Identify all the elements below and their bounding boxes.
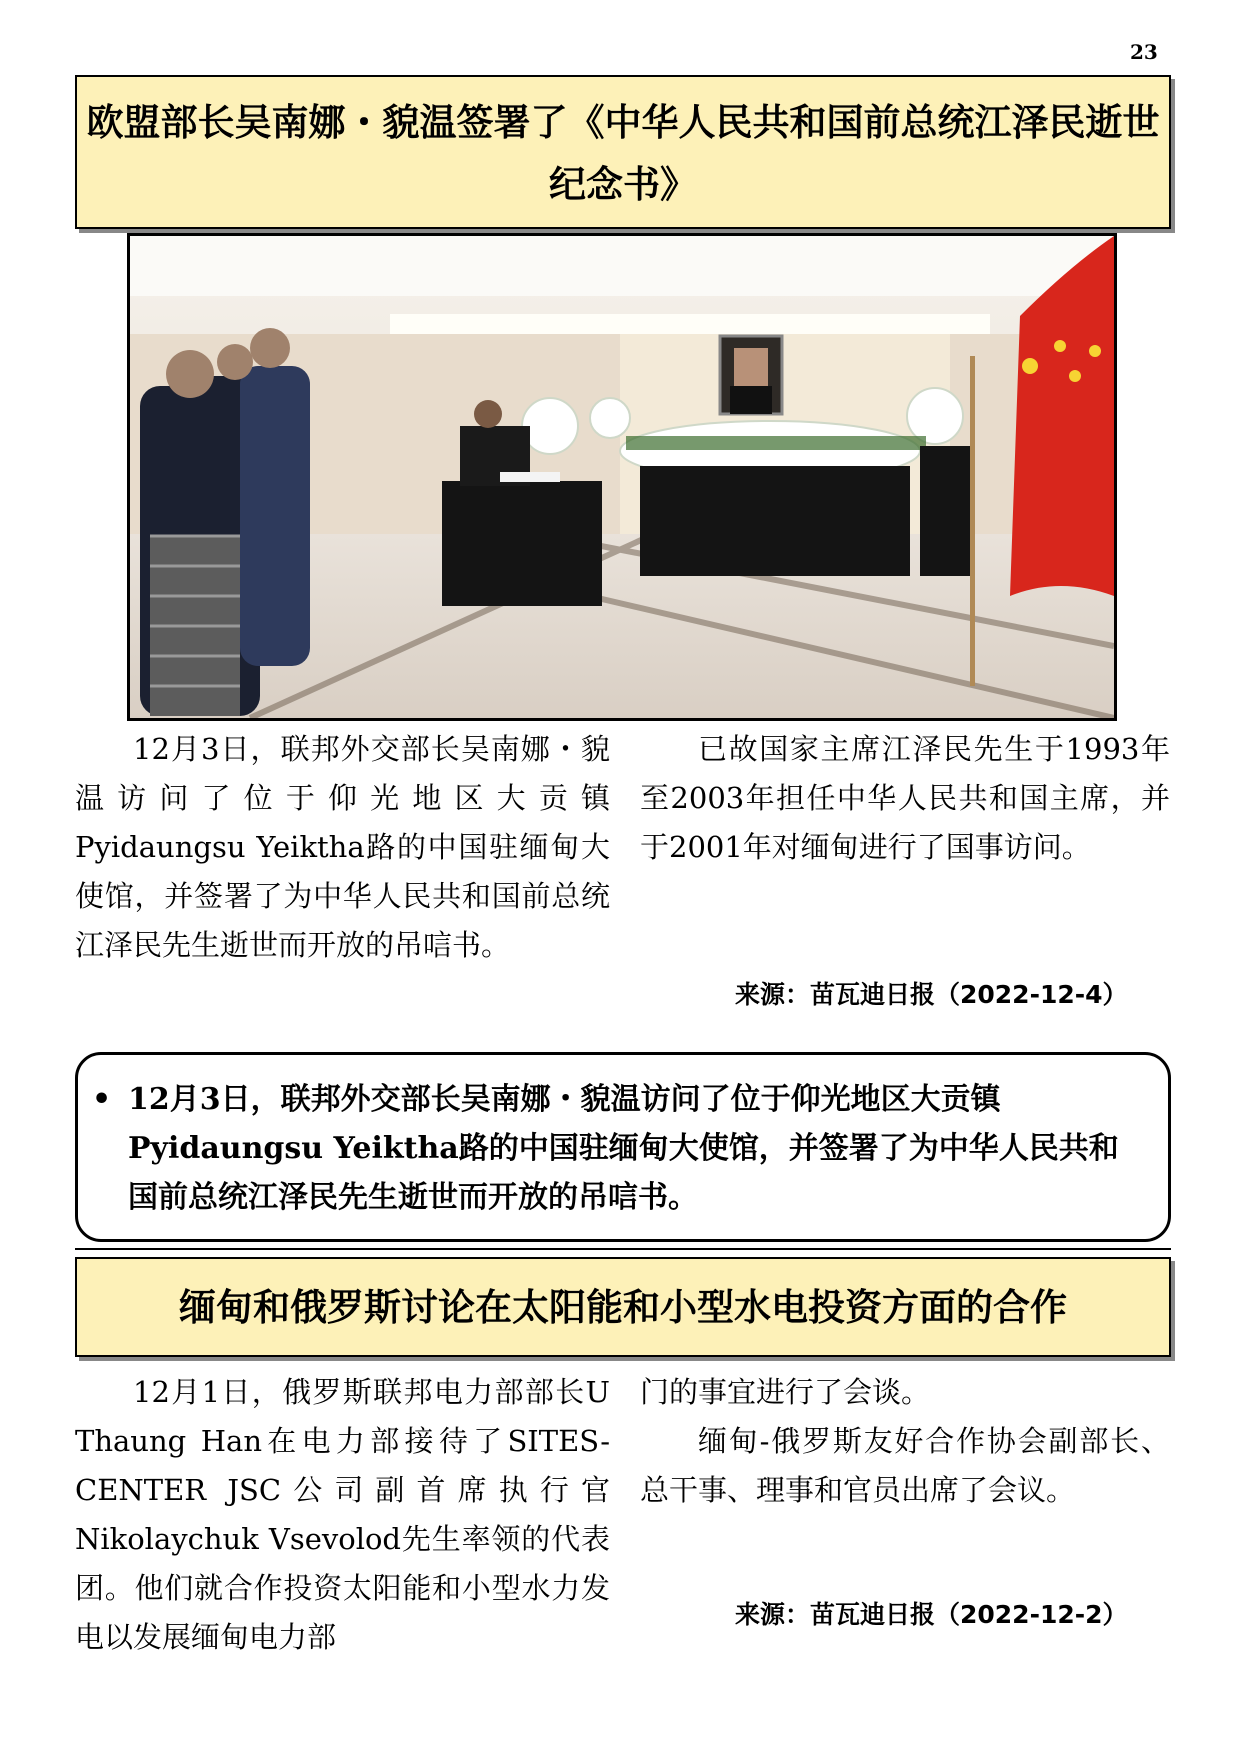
article-1-source: 来源：苗瓦迪日报（2022-12-4） bbox=[735, 980, 1128, 1009]
article-2-title: 缅甸和俄罗斯讨论在太阳能和小型水电投资方面的合作 bbox=[75, 1257, 1171, 1357]
article-2-source: 来源：苗瓦迪日报（2022-12-2） bbox=[735, 1600, 1128, 1629]
article-1-right-paragraph: 已故国家主席江泽民先生于1993年至2003年担任中华人民共和国主席，并于2001年对缅甸进行了国事访问。 bbox=[640, 732, 1170, 864]
memorial-photo bbox=[127, 233, 1117, 721]
article-1-left-paragraph: 12月3日，联邦外交部长吴南娜・貌温访问了位于仰光地区大贡镇Pyidaungsu Yeiktha路的中国驻缅甸大使馆，并签署了为中华人民共和国前总统江泽民先生逝世而开放的吊唁书。 bbox=[75, 732, 610, 962]
page-number: 23 bbox=[1130, 40, 1158, 64]
bullet-icon: • bbox=[92, 1082, 112, 1117]
summary-item: • 12月3日，联邦外交部长吴南娜・貌温访问了位于仰光地区大贡镇Pyidaungsu Yeiktha路的中国驻缅甸大使馆，并签署了为中华人民共和国前总统江泽民先生逝世而开放的吊唁书。 bbox=[128, 1075, 1138, 1222]
article-1-title: 欧盟部长吴南娜・貌温签署了《中华人民共和国前总统江泽民逝世纪念书》 bbox=[75, 75, 1171, 229]
article-2-left-paragraph: 12月1日，俄罗斯联邦电力部部长U Thaung Han在电力部接待了SITES-CENTER JSC公司副首席执行官Nikolaychuk Vsevolod先生率领的代表团。他们就合作投资太阳能和小型水力发电以发展缅甸电力部 bbox=[75, 1375, 610, 1654]
section-divider bbox=[75, 1248, 1171, 1250]
summary-box bbox=[75, 1052, 1171, 1242]
article-2-right-paragraphs: 门的事宜进行了会谈。 缅甸-俄罗斯友好合作协会副部长、总干事、理事和官员出席了会议。 bbox=[640, 1375, 1170, 1507]
